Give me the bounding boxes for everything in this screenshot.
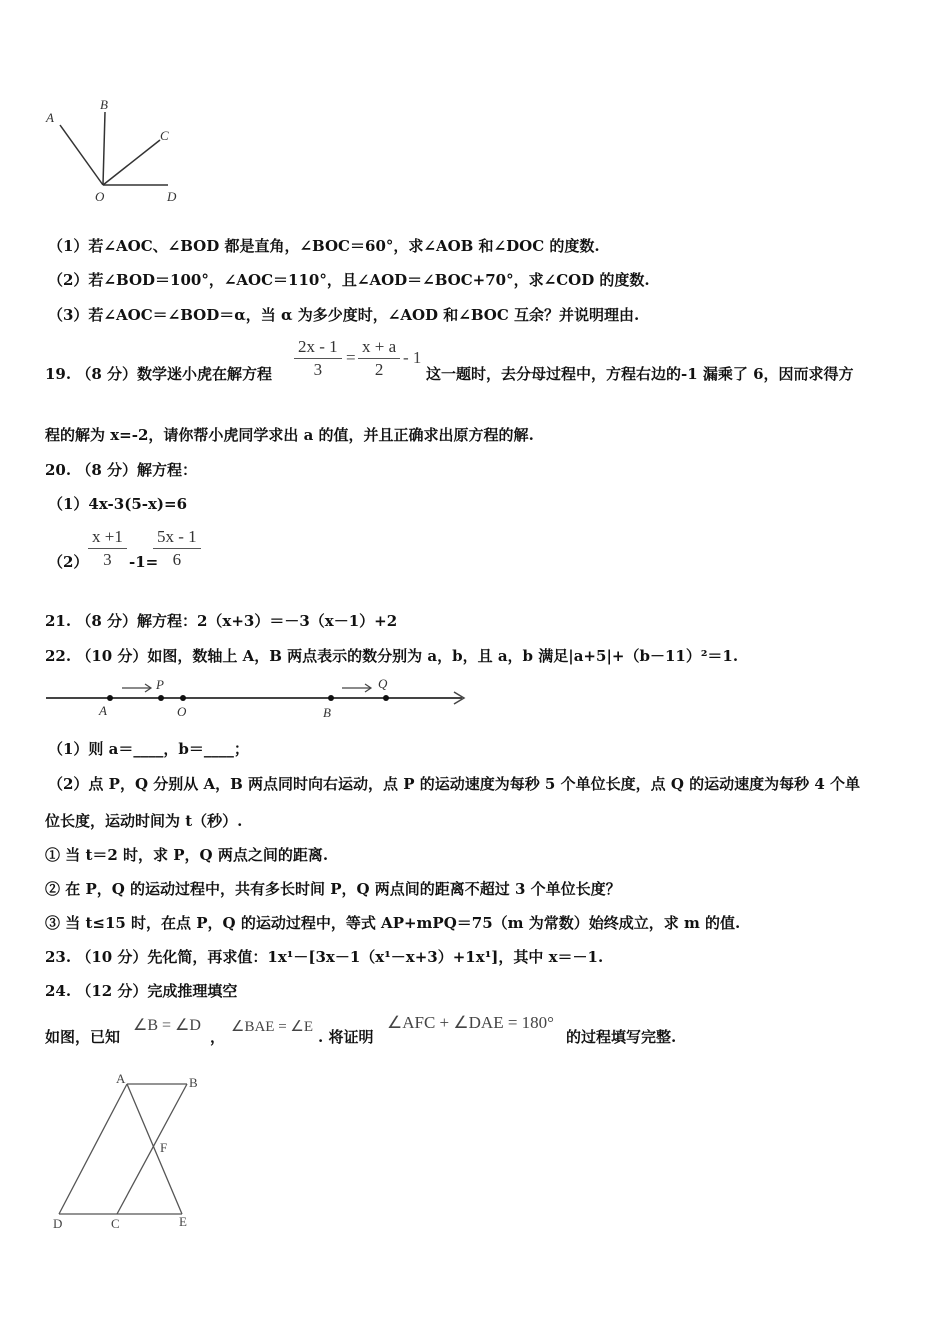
label-d: D (167, 189, 177, 204)
q21-text: 21. （8 分）解方程：2（x+3）＝－3（x－1）+2 (45, 612, 398, 630)
label-a: A (99, 703, 107, 718)
q20-part1: （1）4x-3(5-x)=6 (48, 495, 188, 513)
q18-part1: （1）若∠AOC、∠BOD 都是直角，∠BOC＝60°，求∠AOB 和∠DOC 的度数. (48, 237, 600, 255)
label-b: B (323, 705, 331, 720)
q22-part1: （1）则 a＝____，b＝____； (48, 740, 249, 758)
point-b (328, 695, 334, 701)
q24-intro: 如图，已知 (45, 1028, 121, 1046)
q19-prefix: 19. （8 分）数学迷小虎在解方程 (45, 365, 272, 383)
label-a: A (116, 1071, 126, 1086)
label-e: E (179, 1214, 187, 1229)
q24-given-2: ∠BAE = ∠E (231, 1019, 314, 1035)
segment-ad (59, 1084, 127, 1214)
label-q: Q (378, 676, 388, 691)
number-line-figure (42, 672, 472, 724)
label-o: O (177, 704, 187, 719)
q19-line2: 程的解为 x=-2，请你帮小虎同学求出 a 的值，并且正确求出原方程的解. (45, 426, 534, 444)
q20-fraction-2 (153, 526, 201, 571)
q19-equals: = (346, 348, 356, 367)
label-b: B (100, 97, 108, 112)
q19-frac2-num: x + a (358, 336, 400, 359)
q18-part2: （2）若∠BOD＝100°，∠AOC＝110°，且∠AOD＝∠BOC+70°，求∠COD 的度数. (48, 271, 650, 289)
q20-frac1-num: x +1 (88, 526, 127, 549)
q20-part2-label: （2） (48, 553, 89, 571)
point-q (383, 695, 389, 701)
q22-part2-a: （2）点 P，Q 分别从 A，B 两点同时向右运动，点 P 的运动速度为每秒 5 个单位长度，点 Q 的运动速度为每秒 4 个单 (48, 775, 860, 793)
q20-frac1-den: 3 (103, 550, 112, 569)
angle-figure (40, 95, 200, 210)
q24-title: 24. （12 分）完成推理填空 (45, 982, 238, 1000)
segment-ae (127, 1084, 182, 1214)
q20-fraction-1 (88, 526, 127, 571)
label-o: O (95, 189, 105, 204)
label-d: D (53, 1216, 63, 1231)
q22-sub1: ① 当 t＝2 时，求 P，Q 两点之间的距离. (45, 846, 329, 864)
q19-tail: - 1 (403, 348, 422, 367)
q24-given-1: ∠B = ∠D (133, 1017, 201, 1034)
q23-text: 23. （10 分）先化简，再求值：1x¹－[3x－1（x¹－x+3）+1x¹]，其中 x＝－1. (45, 948, 604, 966)
point-a (107, 695, 113, 701)
q19-frac1-num: 2x - 1 (294, 336, 342, 359)
q19-frac1-den: 3 (313, 360, 323, 379)
point-p (158, 695, 164, 701)
label-c: C (160, 128, 169, 143)
q22-part2-b: 位长度，运动时间为 t（秒）. (45, 812, 243, 830)
label-c: C (111, 1216, 120, 1231)
segment-bc (117, 1084, 187, 1214)
label-a: A (46, 110, 54, 125)
q19-fraction-1 (294, 336, 342, 381)
label-p: P (156, 677, 164, 692)
triangle-figure (45, 1068, 220, 1236)
ray-oa (60, 125, 103, 185)
q19-fraction-2 (358, 336, 400, 381)
q22-title: 22. （10 分）如图，数轴上 A，B 两点表示的数分别为 a，b，且 a，b 满足|a+5|+（b－11）²＝1. (45, 647, 739, 665)
point-o (180, 695, 186, 701)
q18-part3: （3）若∠AOC＝∠BOD＝α，当 α 为多少度时，∠AOD 和∠BOC 互余？并说明理由. (48, 306, 640, 324)
label-f: F (160, 1140, 168, 1155)
q22-sub3: ③ 当 t≤15 时，在点 P，Q 的运动过程中，等式 AP+mPQ＝75（m 为常数）始终成立，求 m 的值. (45, 914, 741, 932)
q24-goal: ∠AFC + ∠DAE = 180° (387, 1013, 554, 1032)
q24-mid: . 将证明 (318, 1028, 374, 1046)
q24-comma: ， (210, 1028, 226, 1046)
q20-title: 20. （8 分）解方程： (45, 461, 197, 479)
q20-frac2-den: 6 (172, 550, 182, 569)
q22-sub2: ② 在 P，Q 的运动过程中，共有多长时间 P，Q 两点间的距离不超过 3 个单位长度？ (45, 880, 621, 898)
q24-end: 的过程填写完整. (566, 1028, 677, 1046)
q19-suffix: 这一题时，去分母过程中，方程右边的-1 漏乘了 6，因而求得方 (426, 365, 854, 383)
ray-oc (103, 140, 160, 185)
q20-middle: -1= (129, 553, 159, 571)
q19-frac2-den: 2 (374, 360, 384, 379)
q20-frac2-num: 5x - 1 (153, 526, 201, 549)
ray-ob (103, 112, 105, 185)
label-b: B (189, 1075, 198, 1090)
